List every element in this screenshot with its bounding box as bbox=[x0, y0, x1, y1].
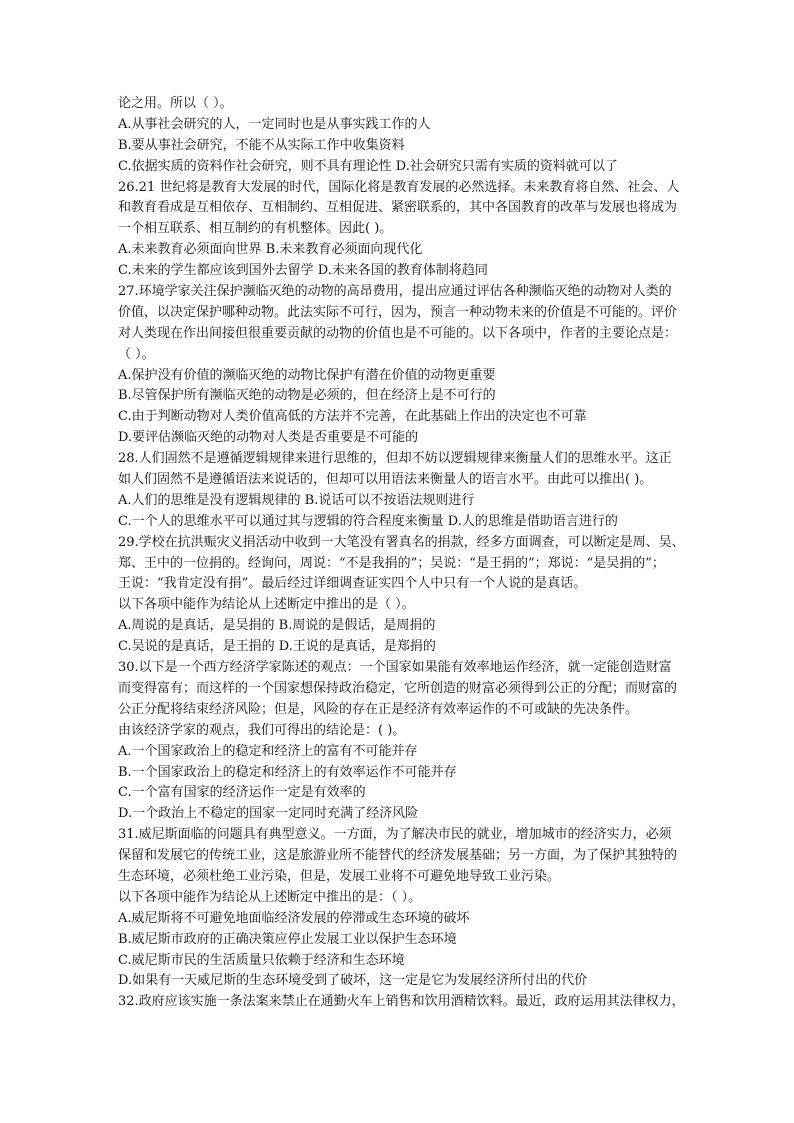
text-line: 30.以下是一个西方经济学家陈述的观点：一个国家如果能有效率地运作经济，就一定能创造财富 bbox=[118, 660, 672, 676]
text-line: 对人类现在作出间接但很重要贡献的动物的价值也是不可能的。以下各项中，作者的主要论点是： bbox=[118, 325, 678, 341]
text-line: 王说：“我肯定没有捐”。最后经过详细调查证实四个人中只有一个人说的是真话。 bbox=[118, 576, 587, 592]
text-line: 28.人们固然不是遵循逻辑规律来进行思维的，但却不妨以逻辑规律来衡量人们的思维水平。这正 bbox=[118, 451, 672, 467]
text-line: B.要从事社会研究，不能不从实际工作中收集资料 bbox=[118, 137, 405, 153]
document-page bbox=[118, 94, 723, 1013]
text-line: C.一个人的思维水平可以通过其与逻辑的符合程度来衡量 D.人的思维是借助语言进行的 bbox=[118, 513, 618, 529]
text-line: B.尽管保护所有濒临灭绝的动物是必须的，但在经济上是不可行的 bbox=[118, 388, 496, 404]
text-line: 一个相互联系、相互制约的有机整体。因此( )。 bbox=[118, 221, 393, 237]
text-line: C.一个富有国家的经济运作一定是有效率的 bbox=[118, 785, 366, 801]
text-line: B.一个国家政治上的稳定和经济上的有效率运作不可能并存 bbox=[118, 764, 457, 780]
text-line: 以下各项中能作为结论从上述断定中推出的是（ ）。 bbox=[118, 597, 415, 613]
text-line: A.保护没有价值的濒临灭绝的动物比保护有潜在价值的动物更重要 bbox=[118, 367, 496, 383]
text-line: 由该经济学家的观点，我们可得出的结论是：( )。 bbox=[118, 722, 406, 738]
text-line: （ ）。 bbox=[118, 346, 155, 362]
text-line: 郑、王中的一位捐的。经询问，周说：“不是我捐的”；吴说：“是王捐的”；郑说：“是吴捐的”； bbox=[118, 555, 665, 571]
text-line: A.未来教育必须面向世界 B.未来教育必须面向现代化 bbox=[118, 242, 423, 258]
text-line: 27.环境学家关注保护濒临灭绝的动物的高昂费用，提出应通过评估各种濒临灭绝的动物对人类的 bbox=[118, 284, 672, 300]
text-line: C.吴说的是真话，是王捐的 D.王说的是真话，是郑捐的 bbox=[118, 639, 436, 655]
text-line: 生态环境，必须杜绝工业污染，但是，发展工业将不可避免地导致工业污染。 bbox=[118, 868, 561, 884]
text-line: D.如果有一天威尼斯的生态环境受到了破坏，这一定是它为发展经济所付出的代价 bbox=[118, 973, 588, 989]
text-line: C.由于判断动物对人类价值高低的方法并不完善，在此基础上作出的决定也不可靠 bbox=[118, 409, 587, 425]
text-line: 保留和发展它的传统工业，这是旅游业所不能替代的经济发展基础；另一方面，为了保护其独特的 bbox=[118, 848, 678, 864]
text-line: C.未来的学生都应该到国外去留学 D.未来各国的教育体制将趋同 bbox=[118, 263, 488, 279]
text-line: A.人们的思维是没有逻辑规律的 B.说话可以不按语法规则进行 bbox=[118, 492, 475, 508]
text-line: C.威尼斯市民的生活质量只依赖于经济和生态环境 bbox=[118, 952, 405, 968]
text-line: 以下各项中能作为结论从上述断定中推出的是：（ ）。 bbox=[118, 889, 422, 905]
text-line: 29.学校在抗洪赈灾义捐活动中收到一大笔没有署真名的捐款，经多方面调查，可以断定是周、吴、 bbox=[118, 534, 685, 550]
text-line: A.周说的是真话，是吴捐的 B.周说的是假话，是周捐的 bbox=[118, 618, 436, 634]
text-line: A.从事社会研究的人，一定同时也是从事实践工作的人 bbox=[118, 116, 431, 132]
text-line: 32.政府应该实施一条法案来禁止在通勤火车上销售和饮用酒精饮料。最近，政府运用其法律权力， bbox=[118, 994, 685, 1010]
text-line: D.一个政治上不稳定的国家一定同时充满了经济风险 bbox=[118, 806, 419, 822]
text-line: C.依据实质的资料作社会研究，则不具有理论性 D.社会研究只需有实质的资料就可以了 bbox=[118, 158, 618, 174]
text-line: 而变得富有；而这样的一个国家想保持政治稳定，它所创造的财富必须得到公正的分配；而财富的 bbox=[118, 680, 678, 696]
text-line: 论之用。所以（ ）。 bbox=[118, 96, 233, 111]
text-line: A.威尼斯将不可避免地面临经济发展的停滞或生态环境的破坏 bbox=[118, 910, 470, 926]
text-line: 和教育看成是互相依存、互相制约、互相促进、紧密联系的，其中各国教育的改革与发展也将成为 bbox=[118, 200, 678, 216]
text-line: 如人们固然不是遵循语法来说话的，但却可以用语法来衡量人的语言水平。由此可以推出( )。 bbox=[118, 472, 653, 488]
text-line: D.要评估濒临灭绝的动物对人类是否重要是不可能的 bbox=[118, 430, 419, 446]
text-line: 31.威尼斯面临的问题具有典型意义。一方面，为了解决市民的就业，增加城市的经济实力，必须 bbox=[118, 827, 672, 843]
text-line: 价值，以决定保护哪种动物。此法实际不可行，因为，预言一种动物未来的价值是不可能的。评价 bbox=[118, 304, 678, 320]
text-line: 26.21 世纪将是教育大发展的时代，国际化将是教育发展的必然选择。未来教育将自然、社会、人 bbox=[118, 179, 680, 195]
text-line: A.一个国家政治上的稳定和经济上的富有不可能并存 bbox=[118, 743, 418, 759]
text-line: B.威尼斯市政府的正确决策应停止发展工业以保护生态环境 bbox=[118, 931, 457, 947]
text-line: 公正分配将结束经济风险；但是，风险的存在正是经济有效率运作的不可或缺的先决条件。 bbox=[118, 701, 639, 717]
